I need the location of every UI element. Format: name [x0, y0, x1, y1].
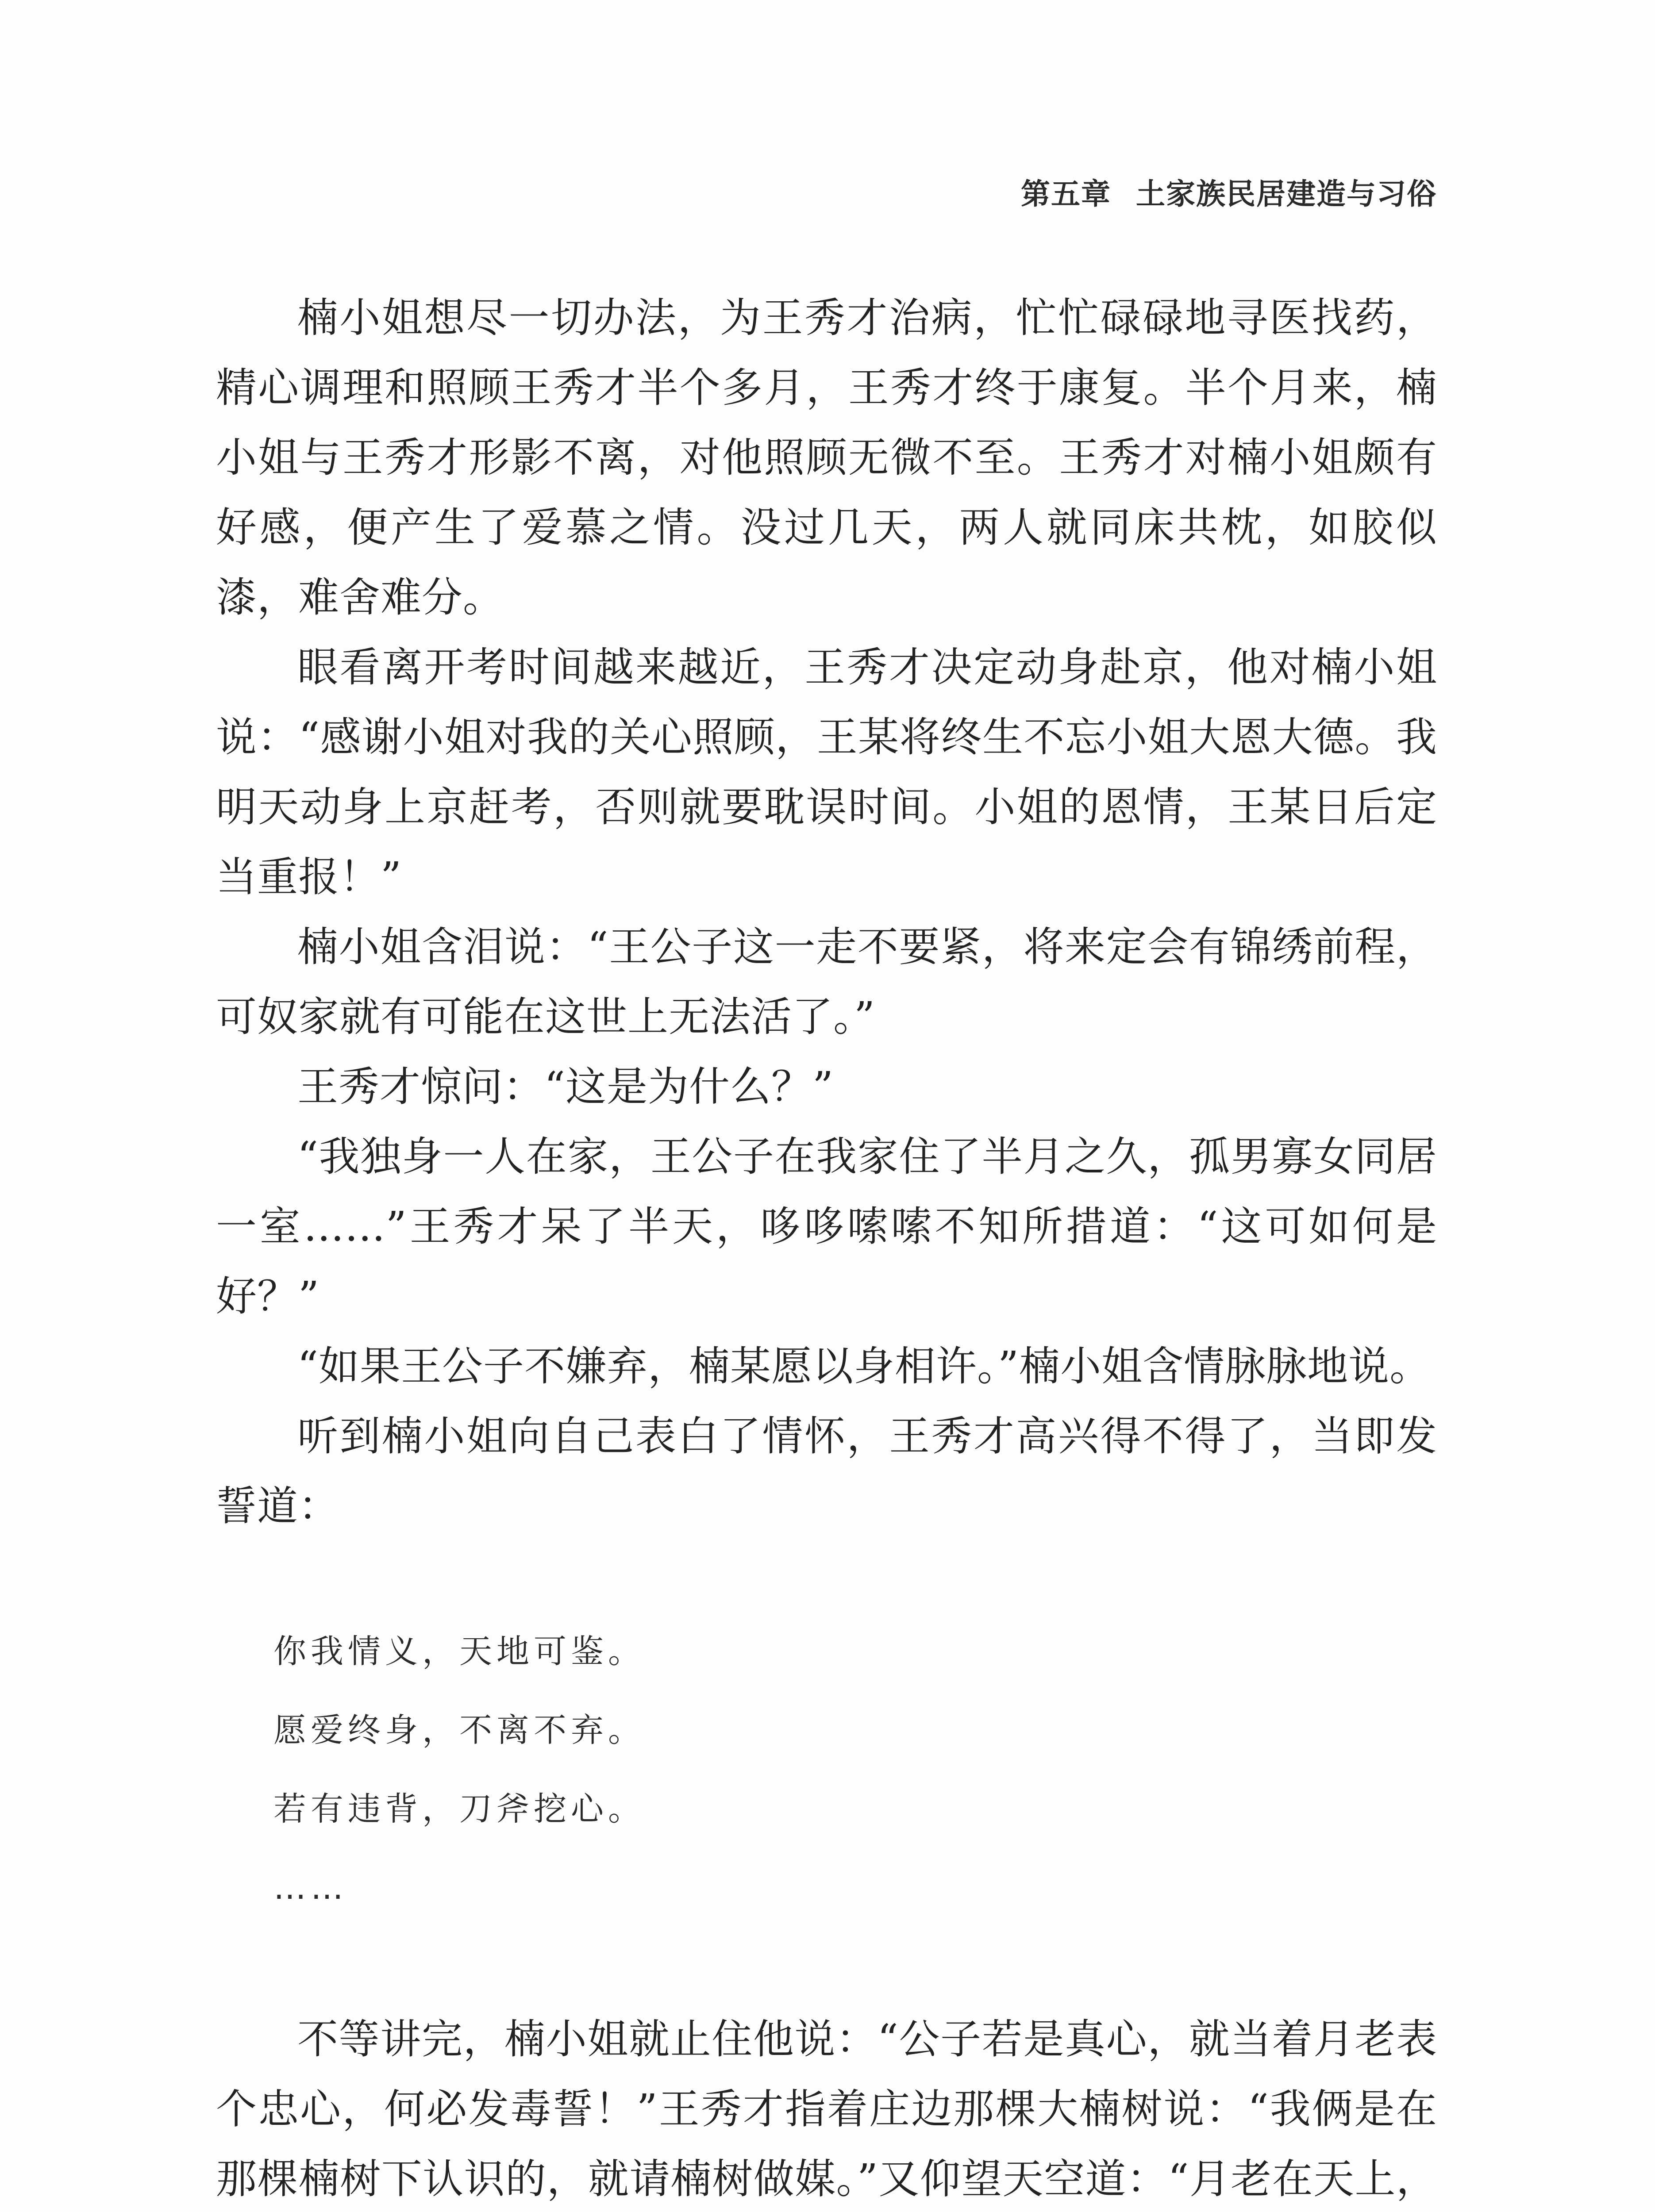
paragraph: “如果王公子不嫌弃，楠某愿以身相许。”楠小姐含情脉脉地说。: [297, 1343, 1431, 1390]
paragraph: 王秀才惊问：“这是为什么？”: [297, 1063, 834, 1110]
verse-line: 你我情义，天地可鉴。: [273, 1632, 645, 1671]
running-header: [1021, 170, 1437, 212]
chapter-number: 第五章: [1021, 177, 1111, 211]
paragraph: 听到楠小姐向自己表白了情怀，王秀才高兴得不得了，当即发誓道：: [216, 1413, 1437, 1530]
paragraph: 眼看离开考时间越来越近，王秀才决定动身赴京，他对楠小姐说：“感谢小姐对我的关心照顾，王某将终生不忘小姐大恩大德。我明天动身上京赶考，否则就要耽误时间。小姐的恩情，王某日后定当重报！”: [216, 644, 1437, 901]
chapter-title: 土家族民居建造与习俗: [1136, 177, 1437, 211]
paragraph: “我独身一人在家，王公子在我家住了半月之久，孤男寡女同居一室……”王秀才呆了半天，哆哆嗦嗦不知所措道：“这可如何是好？”: [216, 1133, 1437, 1320]
verse-line: 若有违背，刀斧挖心。: [273, 1790, 645, 1828]
paragraph: 楠小姐想尽一切办法，为王秀才治病，忙忙碌碌地寻医找药，精心调理和照顾王秀才半个多月，王秀才终于康复。半个月来，楠小姐与王秀才形影不离，对他照顾无微不至。王秀才对楠小姐颇有好感，便产生了爱慕之情。没过几天，两人就同床共枕，如胶似漆，难舍难分。: [216, 294, 1437, 621]
oath-verse: [216, 1612, 1437, 1927]
paragraph: 楠小姐含泪说：“王公子这一走不要紧，将来定会有锦绣前程，可奴家就有可能在这世上无法活了。”: [216, 923, 1437, 1041]
verse-line: 愿爱终身，不离不弃。: [273, 1711, 645, 1749]
paragraph: 不等讲完，楠小姐就止住他说：“公子若是真心，就当着月老表个忠心，何必发毒誓！”王秀才指着庄边那棵大楠树说：“我俩是在那棵楠树下认识的，就请楠树做媒。”又仰望天空道：“月老在天上，: [216, 2016, 1437, 2203]
verse-ellipsis: ……: [273, 1869, 348, 1907]
page-body: [216, 283, 1437, 2212]
